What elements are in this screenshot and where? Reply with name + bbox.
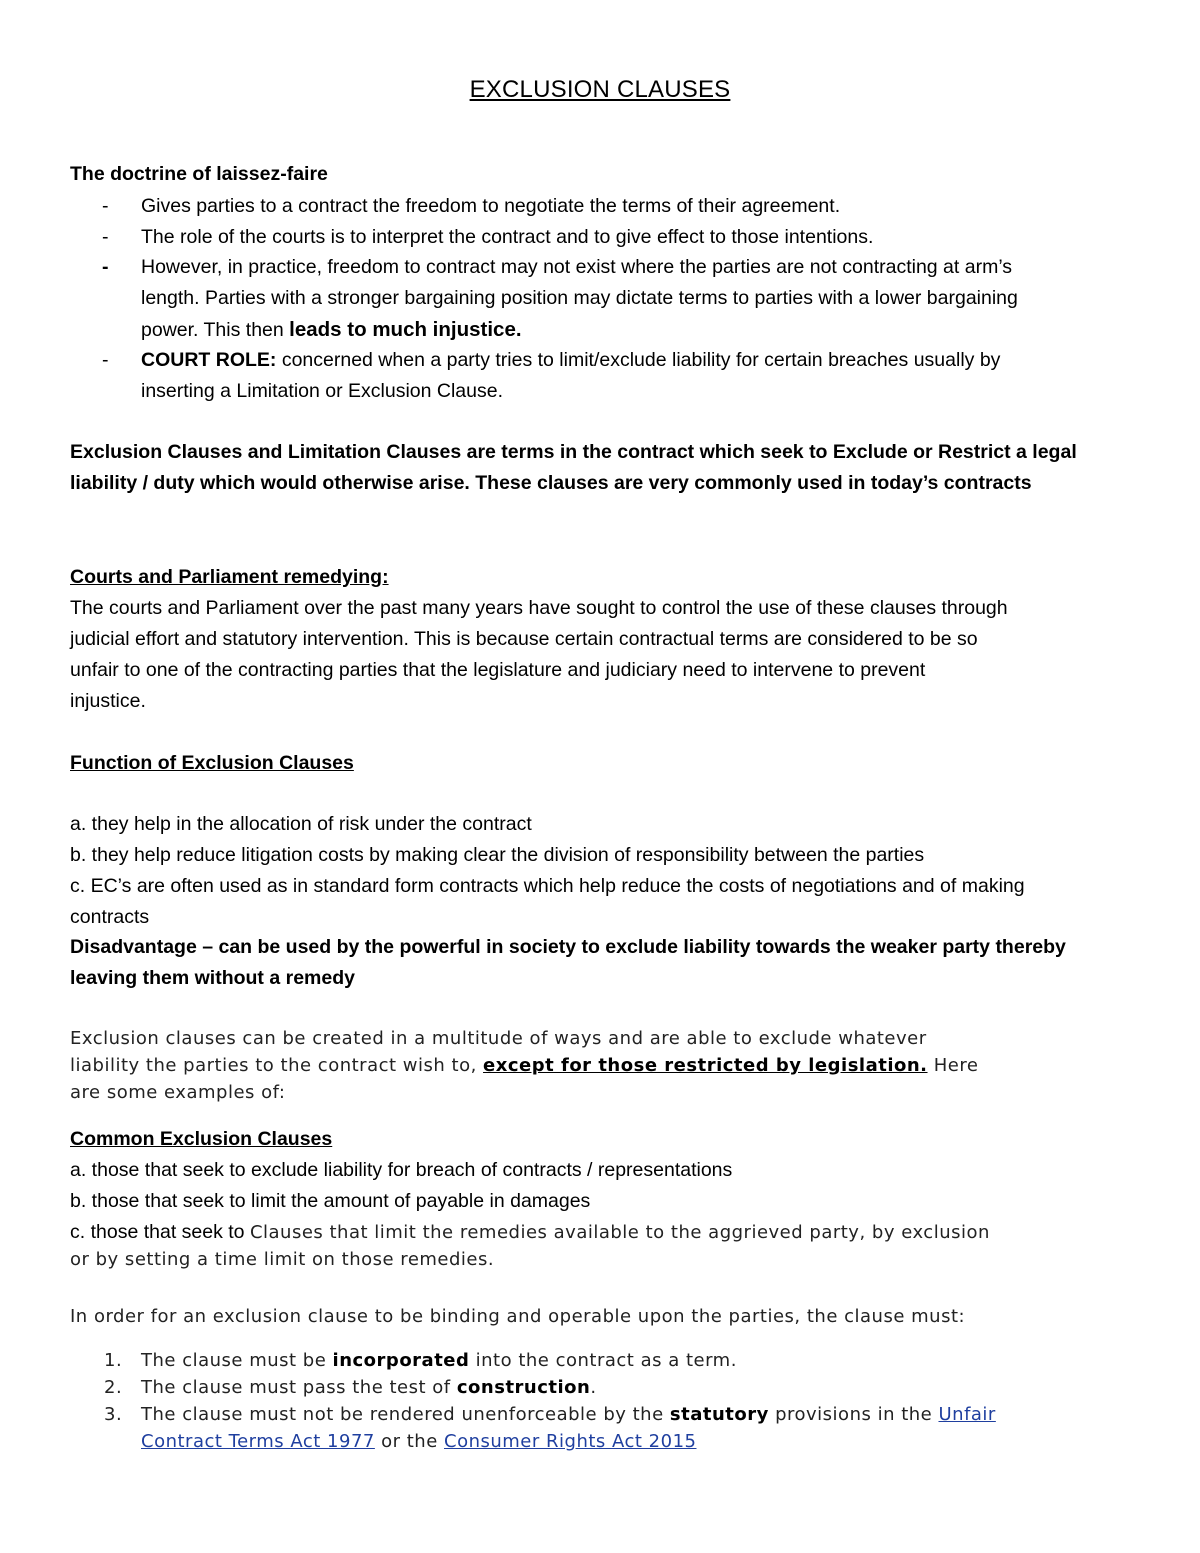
requirement-1-text: The clause must be: [141, 1350, 333, 1371]
laissez-faire-heading: The doctrine of laissez-faire: [70, 163, 328, 185]
common-item-c-prefix: c. those that seek to: [70, 1221, 250, 1243]
created-line-1: Exclusion clauses can be created in a multitude of ways and are able to exclude whatever: [70, 1028, 927, 1049]
incorporated-emphasis: incorporated: [332, 1350, 470, 1371]
consumer-rights-act-link[interactable]: Consumer Rights Act 2015: [444, 1431, 697, 1452]
requirement-1: [141, 1347, 737, 1374]
created-text-end: Here: [927, 1055, 979, 1076]
common-item-c-line-1: [70, 1217, 990, 1248]
court-role-text: concerned when a party tries to limit/exclude liability for certain breaches usually by: [276, 349, 1001, 371]
common-heading: Common Exclusion Clauses: [70, 1128, 333, 1150]
bullet-dash: -: [102, 226, 109, 248]
definition-line-2: liability / duty which would otherwise arise. These clauses are very commonly used in today’s contracts: [70, 472, 1032, 494]
list-number-3: 3.: [104, 1404, 123, 1425]
requirement-3-line-1: [141, 1401, 996, 1428]
bullet-dash: -: [102, 256, 109, 278]
list-number-2: 2.: [104, 1377, 123, 1398]
laissez-bullet-3-line-2: length. Parties with a stronger bargaining position may dictate terms to parties with a lower bargaining: [141, 287, 1018, 309]
common-item-a: a. those that seek to exclude liability for breach of contracts / representations: [70, 1159, 733, 1181]
courts-line-1: The courts and Parliament over the past many years have sought to control the use of these clauses through: [70, 597, 1008, 619]
laissez-bullet-4-line-2: inserting a Limitation or Exclusion Clause.: [141, 380, 504, 402]
requirement-3-line-2: [141, 1428, 697, 1455]
laissez-bullet-3-line-1: However, in practice, freedom to contract may not exist where the parties are not contracting at arm’s: [141, 256, 1013, 278]
requirement-2-text: The clause must pass the test of: [141, 1377, 457, 1398]
function-heading: Function of Exclusion Clauses: [70, 752, 354, 774]
laissez-bullet-4-line-1: [141, 345, 1000, 376]
courts-line-2: judicial effort and statutory intervention. This is because certain contractual terms are considered to be so: [70, 628, 978, 650]
bullet-3-text: power. This then: [141, 319, 290, 341]
requirement-2: [141, 1374, 597, 1401]
created-line-3: are some examples of:: [70, 1082, 286, 1103]
function-item-b: b. they help reduce litigation costs by making clear the division of responsibility between the parties: [70, 844, 925, 866]
court-role-label: COURT ROLE:: [141, 349, 277, 371]
construction-emphasis: construction: [456, 1377, 591, 1398]
bullet-dash: -: [102, 349, 109, 371]
requirement-3-or: or the: [374, 1431, 444, 1452]
legislation-emphasis: except for those restricted by legislation.: [483, 1055, 928, 1076]
laissez-bullet-3-line-3: [141, 314, 522, 346]
binding-intro: In order for an exclusion clause to be binding and operable upon the parties, the clause must:: [70, 1306, 966, 1327]
laissez-bullet-1: Gives parties to a contract the freedom to negotiate the terms of their agreement.: [141, 195, 841, 217]
function-item-c-line-1: c. EC’s are often used as in standard form contracts which help reduce the costs of negotiations and of making: [70, 875, 1025, 897]
document-title: EXCLUSION CLAUSES: [469, 76, 731, 103]
laissez-bullet-2: The role of the courts is to interpret the contract and to give effect to those intentions.: [141, 226, 874, 248]
definition-line-1: Exclusion Clauses and Limitation Clauses are terms in the contract which seek to Exclude or Restrict a legal: [70, 441, 1077, 463]
courts-line-3: unfair to one of the contracting parties that the legislature and judiciary need to intervene to prevent: [70, 659, 926, 681]
disadvantage-line-1: Disadvantage – can be used by the powerful in society to exclude liability towards the weaker party thereby: [70, 936, 1066, 958]
requirement-3-mid: provisions in the: [768, 1404, 939, 1425]
requirement-1-end: into the contract as a term.: [469, 1350, 737, 1371]
statutory-emphasis: statutory: [669, 1404, 769, 1425]
requirement-2-end: .: [590, 1377, 597, 1398]
bullet-dash: -: [102, 195, 109, 217]
courts-line-4: injustice.: [70, 690, 146, 712]
unfair-contract-terms-act-link[interactable]: Contract Terms Act 1977: [141, 1431, 375, 1452]
courts-heading: Courts and Parliament remedying:: [70, 566, 389, 588]
requirement-3-text: The clause must not be rendered unenforceable by the: [141, 1404, 670, 1425]
common-item-c-text: Clauses that limit the remedies available to the aggrieved party, by exclusion: [249, 1222, 990, 1243]
disadvantage-line-2: leaving them without a remedy: [70, 967, 355, 989]
injustice-emphasis: leads to much injustice.: [289, 318, 522, 341]
common-item-c-line-2: or by setting a time limit on those remedies.: [70, 1249, 495, 1270]
function-item-c-line-2: contracts: [70, 906, 150, 928]
function-item-a: a. they help in the allocation of risk under the contract: [70, 813, 532, 835]
created-line-2: [70, 1052, 978, 1079]
unfair-contract-terms-act-link[interactable]: Unfair: [938, 1404, 996, 1425]
created-text: liability the parties to the contract wish to,: [70, 1055, 484, 1076]
common-item-b: b. those that seek to limit the amount of payable in damages: [70, 1190, 591, 1212]
list-number-1: 1.: [104, 1350, 123, 1371]
